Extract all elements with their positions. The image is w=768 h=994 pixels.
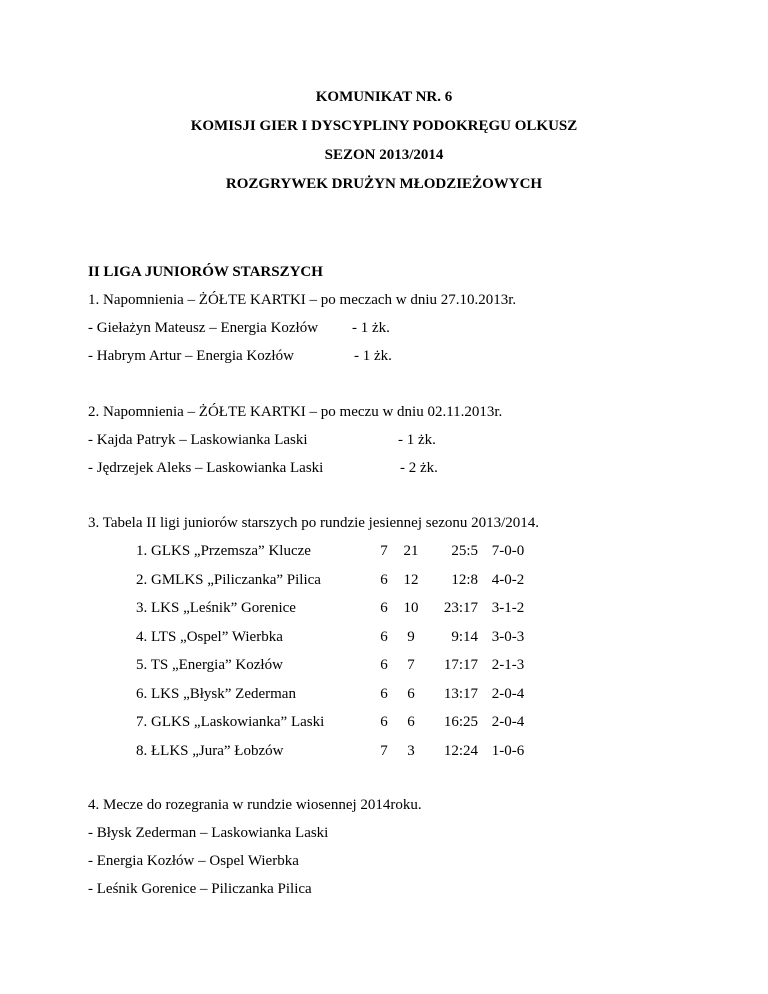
points: 3 (407, 743, 415, 759)
item2-heading: 2. Napomnienia – ŻÓŁTE KARTKI – po meczu w dniu 02.11.2013r. (88, 404, 503, 420)
match-item: - Błysk Zederman – Laskowianka Laski (88, 825, 329, 841)
points: 6 (407, 714, 415, 730)
table-row (136, 572, 636, 592)
points: 9 (407, 629, 415, 645)
win-draw-loss: 2-1-3 (491, 657, 525, 673)
match-item: - Energia Kozłów – Ospel Wierbka (88, 853, 299, 869)
item4-heading: 4. Mecze do rozegrania w rundzie wiosennej 2014roku. (88, 797, 422, 813)
goals: 13:17 (443, 686, 478, 702)
matches-played: 7 (380, 543, 388, 559)
matches-played: 7 (380, 743, 388, 759)
penalty-player: - Habrym Artur – Energia Kozłów (88, 348, 294, 364)
points: 7 (407, 657, 415, 673)
header-line-1: KOMUNIKAT NR. 6 (315, 89, 453, 105)
match-item: - Leśnik Gorenice – Piliczanka Pilica (88, 881, 312, 897)
penalty-cards: - 1 żk. (354, 348, 392, 364)
penalty-cards: - 2 żk. (400, 460, 438, 476)
matches-played: 6 (380, 600, 388, 616)
win-draw-loss: 1-0-6 (491, 743, 525, 759)
matches-played: 6 (380, 629, 388, 645)
table-row (136, 686, 636, 706)
goals: 23:17 (443, 600, 478, 616)
item1-heading: 1. Napomnienia – ŻÓŁTE KARTKI – po meczach w dniu 27.10.2013r. (88, 292, 517, 308)
header-line-3: SEZON 2013/2014 (324, 147, 444, 163)
table-row (136, 543, 636, 563)
goals: 12:24 (443, 743, 478, 759)
points: 10 (403, 600, 419, 616)
table-row (136, 657, 636, 677)
table-row (136, 714, 636, 734)
table-row (136, 743, 636, 763)
team-name: 6. LKS „Błysk” Zederman (136, 686, 296, 702)
penalty-cards: - 1 żk. (352, 320, 390, 336)
table-row (136, 629, 636, 649)
goals: 12:8 (451, 572, 478, 588)
penalty-cards: - 1 żk. (398, 432, 436, 448)
points: 12 (403, 572, 419, 588)
team-name: 4. LTS „Ospel” Wierbka (136, 629, 283, 645)
team-name: 7. GLKS „Laskowianka” Laski (136, 714, 325, 730)
matches-played: 6 (380, 686, 388, 702)
header-line-4: ROZGRYWEK DRUŻYN MŁODZIEŻOWYCH (225, 176, 543, 192)
penalty-row (88, 348, 608, 368)
header-line-2: KOMISJI GIER I DYSCYPLINY PODOKRĘGU OLKUSZ (190, 118, 578, 134)
matches-played: 6 (380, 657, 388, 673)
goals: 16:25 (443, 714, 478, 730)
item3-heading: 3. Tabela II ligi juniorów starszych po rundzie jesiennej sezonu 2013/2014. (88, 515, 540, 531)
penalty-player: - Giełażyn Mateusz – Energia Kozłów (88, 320, 319, 336)
win-draw-loss: 2-0-4 (491, 686, 525, 702)
penalty-player: - Jędrzejek Aleks – Laskowianka Laski (88, 460, 324, 476)
section-title: II LIGA JUNIORÓW STARSZYCH (88, 264, 323, 280)
team-name: 1. GLKS „Przemsza” Klucze (136, 543, 311, 559)
points: 6 (407, 686, 415, 702)
team-name: 3. LKS „Leśnik” Gorenice (136, 600, 296, 616)
penalty-player: - Kajda Patryk – Laskowianka Laski (88, 432, 308, 448)
table-row (136, 600, 636, 620)
team-name: 8. ŁLKS „Jura” Łobzów (136, 743, 284, 759)
goals: 25:5 (451, 543, 478, 559)
penalty-row (88, 460, 608, 480)
points: 21 (403, 543, 419, 559)
penalty-row (88, 432, 608, 452)
win-draw-loss: 7-0-0 (491, 543, 525, 559)
goals: 9:14 (451, 629, 478, 645)
goals: 17:17 (443, 657, 478, 673)
matches-played: 6 (380, 572, 388, 588)
win-draw-loss: 4-0-2 (491, 572, 525, 588)
win-draw-loss: 3-1-2 (491, 600, 525, 616)
penalty-row (88, 320, 608, 340)
team-name: 2. GMLKS „Piliczanka” Pilica (136, 572, 321, 588)
win-draw-loss: 2-0-4 (491, 714, 525, 730)
win-draw-loss: 3-0-3 (491, 629, 525, 645)
matches-played: 6 (380, 714, 388, 730)
team-name: 5. TS „Energia” Kozłów (136, 657, 283, 673)
